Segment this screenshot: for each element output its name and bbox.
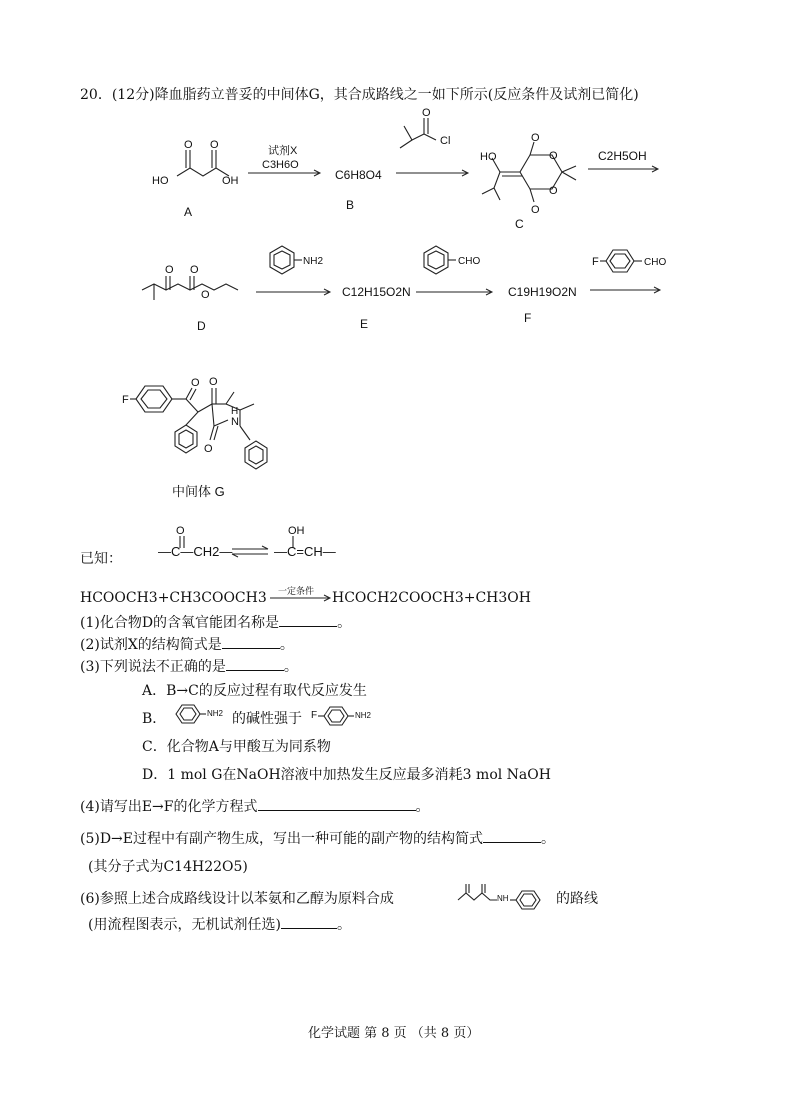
answer-blank-6[interactable] [281,914,337,929]
compound-g-label: 中间体 G [172,484,225,499]
known-enol-formula: —C=CH— [274,544,336,559]
question-points: (12分) [111,87,155,103]
answer-blank-2[interactable] [222,634,280,649]
step5-cho: CHO [458,256,481,267]
compound-b-formula: C6H8O4 [335,168,382,182]
question-6-line2-text: (用流程图表示，无机试剂任选) [88,917,281,933]
compound-c-label: C [515,217,524,231]
compound-a-o2: O [210,139,219,151]
question-1 [80,612,351,632]
option-b-nh2: NH2 [207,709,224,718]
known-enol-oh: OH [288,525,305,537]
option-b-nh2-second: NH2 [355,711,372,720]
question-4-end: 。 [415,799,430,815]
compound-c-o-top: O [531,132,540,144]
question-2-text: (2)试剂X的结构简式是 [80,637,222,653]
option-b-middle: 的碱性强于 [232,711,302,727]
question-3-end: 。 [283,659,298,675]
question-1-end: 。 [337,615,352,631]
option-b-prefix: B． [142,711,167,727]
option-c: C．化合物A与甲酸互为同系物 [142,739,331,755]
step2-acyl-cl: Cl [440,135,451,147]
compound-g-nh-h: H [231,406,239,417]
question-3 [80,656,298,676]
known-keto-formula: —C—CH2— [158,544,233,559]
question-number: 20． [80,87,112,103]
compound-g-f: F [122,394,129,406]
step1-reagent-c3h6o: C3H6O [262,159,299,171]
question-stem-note: (反应条件及试剂已简化) [487,87,639,103]
step4-nh2: NH2 [303,256,324,267]
option-a: A．B→C的反应过程有取代反应发生 [142,683,367,699]
step2-acyl-o: O [422,107,431,119]
question-6-nh: NH [497,894,509,903]
question-2-end: 。 [279,637,294,653]
compound-d-o2: O [190,264,199,276]
known-reaction-right: HCOCH2COOCH3+CH3OH [332,590,531,606]
question-5-end: 。 [541,831,556,847]
compound-f-label: F [524,311,532,325]
known-label: 已知： [80,551,122,567]
question-6-end: 。 [336,917,351,933]
answer-blank-5[interactable] [483,828,541,843]
compound-a-label: A [184,205,193,219]
compound-a-ho: HO [152,175,169,187]
option-d: D．1 mol G在NaOH溶液中加热发生反应最多消耗3 mol NaOH [142,767,551,783]
compound-d-o3: O [201,289,210,301]
question-4-text: (4)请写出E→F的化学方程式 [80,799,258,815]
compound-a-oh: OH [222,175,239,187]
compound-c-o-ring2: O [549,185,558,197]
question-5-note: (其分子式为C14H22O5) [88,859,248,875]
question-3-text: (3)下列说法不正确的是 [80,659,226,675]
question-6-line2 [88,914,351,934]
option-b-f: F [311,710,318,721]
compound-g-o3: O [204,443,213,455]
compound-g-o1: O [191,377,200,389]
question-stem: 降血脂药立普妥的中间体G，其合成路线之一如下所示 [154,87,488,103]
question-1-text: (1)化合物D的含氧官能团名称是 [80,615,280,631]
step1-reagent-x: 试剂X [268,145,298,157]
compound-g-nh-n: N [231,416,239,428]
answer-blank-3[interactable] [226,656,284,671]
step6-f: F [592,256,599,268]
question-6-text: (6)参照上述合成路线设计以苯氨和乙醇为原料合成 [80,891,394,907]
compound-d-o1: O [165,264,174,276]
compound-c-o-ring1: O [549,150,558,162]
compound-c-ho: HO [480,151,497,163]
compound-a-o1: O [184,139,193,151]
compound-g-o2: O [209,376,218,388]
known-reaction-condition: 一定条件 [278,587,315,597]
answer-blank-4[interactable] [258,796,416,811]
compound-e-formula: C12H15O2N [342,285,411,299]
page-footer: 化学试题 第 8 页 （共 8 页） [308,1026,480,1041]
known-keto-o: O [176,525,185,537]
compound-e-label: E [360,317,369,331]
compound-f-formula: C19H19O2N [508,285,577,299]
compound-c-o-bottom: O [531,204,540,216]
answer-blank-1[interactable] [279,612,337,627]
question-6-tail: 的路线 [556,891,598,907]
question-5 [80,828,555,848]
compound-b-label: B [346,198,355,212]
compound-d-label: D [197,319,206,333]
question-5-text: (5)D→E过程中有副产物生成，写出一种可能的副产物的结构简式 [80,831,484,847]
question-2 [80,634,294,654]
known-reaction-left: HCOOCH3+CH3COOCH3 [80,590,267,606]
step3-reagent: C2H5OH [598,149,647,163]
question-4 [80,796,430,816]
step6-cho: CHO [644,257,667,268]
